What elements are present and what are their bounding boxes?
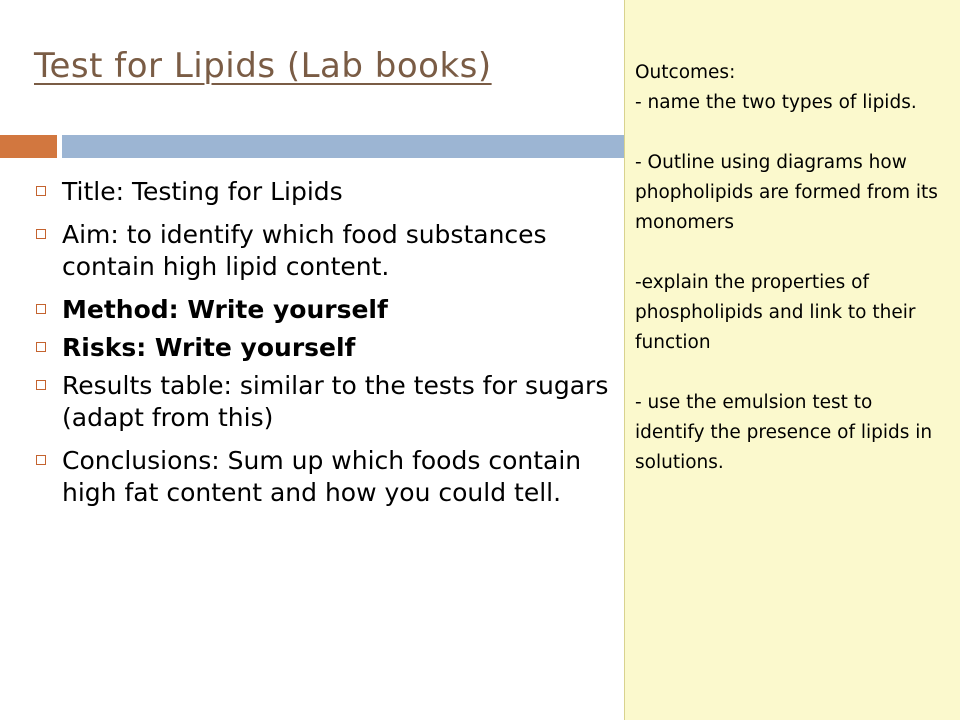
bullet-item-aim [36,219,616,283]
bullet-text: Aim: to identify which food substances contain high lipid content. [62,220,547,281]
outcomes-panel [624,0,960,720]
square-bullet-icon [36,380,46,390]
outcome-item: -explain the properties of phospholipids and link to their function [635,272,916,353]
square-bullet-icon [36,342,46,352]
square-bullet-icon [36,455,46,465]
bullet-text: Risks: Write yourself [62,333,356,362]
outcome-item: - name the two types of lipids. [635,92,917,113]
outcome-item: - use the emulsion test to identify the presence of lipids in solutions. [635,392,933,473]
bullet-item-title [36,176,616,208]
bullet-text: Method: Write yourself [62,295,388,324]
bullet-text: Conclusions: Sum up which foods contain high fat content and how you could tell. [62,446,582,507]
accent-bar-orange [0,135,57,158]
outcomes-heading: Outcomes: [635,62,736,83]
bullet-item-risks [36,332,616,364]
bullet-item-results-table [36,370,616,434]
square-bullet-icon [36,186,46,196]
slide-title: Test for Lipids (Lab books) [34,46,492,86]
square-bullet-icon [36,304,46,314]
square-bullet-icon [36,229,46,239]
bullet-text: Results table: similar to the tests for sugars (adapt from this) [62,371,609,432]
bullet-item-conclusions [36,445,616,509]
outcome-item: - Outline using diagrams how phopholipids are formed from its monomers [635,152,938,233]
accent-bar-blue [62,135,627,158]
bullet-item-method [36,294,616,326]
bullet-text: Title: Testing for Lipids [62,177,343,206]
bullet-list [36,176,616,520]
